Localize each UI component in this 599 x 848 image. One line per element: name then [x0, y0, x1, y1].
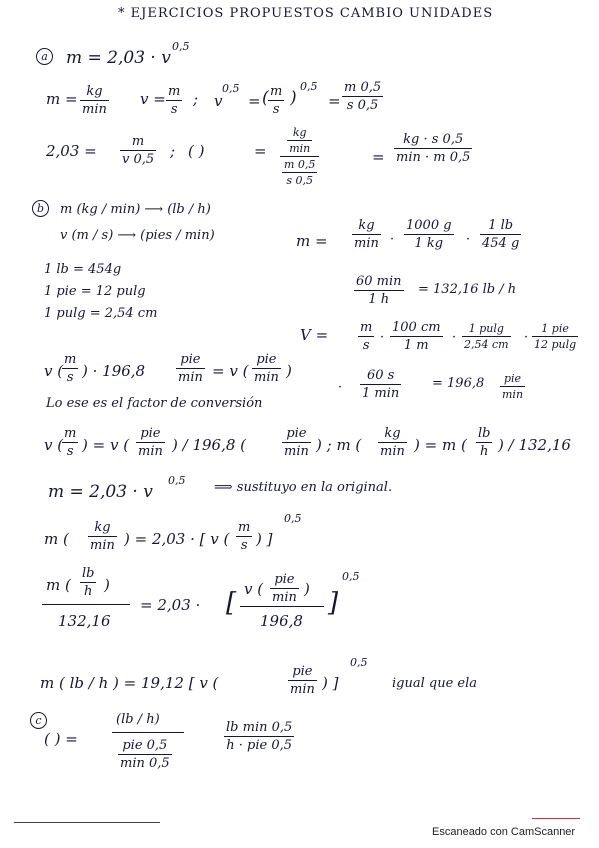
- substitution-note: ⟹ sustituyo en la original.: [214, 480, 393, 495]
- numerator: m: [131, 134, 145, 149]
- denominator: min: [284, 444, 309, 459]
- bigf-exp: 0,5: [342, 570, 360, 583]
- m-s-inner: [282, 158, 317, 187]
- denominator: min: [178, 370, 203, 385]
- numerator: 1 pie: [541, 322, 569, 335]
- numerator: kg: [86, 84, 103, 99]
- separator-2: ;: [170, 142, 176, 160]
- bigf-r-num-a: v (: [244, 580, 264, 598]
- m-s-b: [358, 320, 374, 353]
- final-close: ) ]: [322, 674, 339, 692]
- dot: ·: [524, 330, 529, 345]
- numerator: 60 s: [366, 368, 395, 383]
- dot: ·: [466, 232, 471, 247]
- denominator: h: [84, 584, 93, 599]
- substitution-eq: m = 2,03 · v: [48, 482, 153, 502]
- scanner-watermark: Escaneado con CamScanner: [432, 826, 576, 838]
- bigf-eq: = 2,03 ·: [140, 596, 201, 614]
- pie-min-d: [136, 426, 165, 459]
- denominator: 2,54 cm: [464, 338, 509, 351]
- kg-min-d: [88, 520, 117, 553]
- numerator: pie: [180, 352, 201, 367]
- footer-mark: [532, 818, 580, 819]
- part-c-num: (lb / h): [116, 712, 160, 727]
- pie-per-pulg: [532, 322, 578, 351]
- numerator: m: [168, 84, 181, 99]
- eqC-b: ) = 2,03 · [ v (: [124, 530, 230, 548]
- paren-exponent: 0,5: [300, 80, 318, 93]
- numerator: lb: [82, 566, 95, 581]
- numerator: m: [64, 352, 77, 367]
- pie-min-f: [270, 572, 299, 605]
- part-c-result: [224, 720, 294, 753]
- numerator: m: [64, 426, 77, 441]
- bigf-r-num-b: ): [304, 580, 310, 598]
- kg-min-inner: [287, 126, 312, 155]
- denominator: 1 m: [403, 338, 429, 353]
- denominator: min: [289, 142, 311, 155]
- denominator: h · pie 0,5: [226, 738, 293, 753]
- denominator: min 0,5: [120, 756, 170, 771]
- constant-eq: 2,03 =: [46, 142, 97, 160]
- v-units-label: v =: [140, 90, 166, 108]
- eqA-mid: ) · 196,8: [82, 362, 146, 380]
- pulg-per-cm: [462, 322, 511, 351]
- equals-4: =: [372, 148, 385, 166]
- numerator: pie 0,5: [122, 738, 168, 753]
- numerator: m: [238, 520, 251, 535]
- dot: ·: [452, 330, 457, 345]
- denominator: min: [354, 236, 379, 251]
- lb-h-a: [476, 426, 492, 459]
- fraction-bar: [42, 604, 130, 605]
- numerator: pie: [274, 572, 295, 587]
- cm-per-m: [390, 320, 443, 353]
- denominator: s: [170, 102, 178, 117]
- bigf-r-den: 196,8: [260, 612, 303, 630]
- numerator: m 0,5: [344, 80, 382, 95]
- denominator: 454 g: [482, 236, 520, 251]
- numerator: m 0,5: [284, 158, 316, 171]
- lb-per-g: [480, 218, 521, 251]
- denominator: min: [290, 682, 315, 697]
- left-paren: (: [262, 88, 269, 108]
- bigf-den: 132,16: [58, 612, 111, 630]
- m-s-c: [62, 352, 78, 385]
- denominator: v 0,5: [122, 152, 155, 167]
- part-c-label: c: [30, 712, 47, 729]
- part-c-bar: [112, 732, 184, 733]
- inner-fraction-bar: [240, 606, 324, 607]
- numerator: pie: [503, 372, 522, 385]
- numerator: kg: [292, 126, 307, 139]
- numerator: pie: [286, 426, 307, 441]
- denominator: 12 pulg: [534, 338, 577, 351]
- footer-line: [14, 822, 160, 823]
- pie-min-c: [500, 372, 525, 401]
- equivalence-pie: 1 pie = 12 pulg: [44, 284, 146, 299]
- right-bracket: ]: [328, 588, 339, 618]
- part-a-equation: m = 2,03 · v: [66, 48, 171, 68]
- denominator: 1 h: [368, 292, 390, 307]
- numerator: 1 lb: [488, 218, 514, 233]
- conversion-m: m (kg / min) ⟶ (lb / h): [60, 202, 211, 217]
- denominator: s 0,5: [286, 174, 314, 187]
- final-exp: 0,5: [350, 656, 368, 669]
- part-a-exponent: 0,5: [172, 40, 190, 53]
- compound-denominator: [280, 158, 319, 187]
- kg-min-c: [378, 426, 407, 459]
- numerator: m: [360, 320, 373, 335]
- part-c-lhs: ( ) =: [44, 730, 78, 748]
- g-per-kg: [404, 218, 454, 251]
- numerator: lb min 0,5: [226, 720, 293, 735]
- eqA-left: v (: [44, 362, 64, 380]
- eqB-d: ) ; m (: [316, 436, 362, 454]
- conversion-note: Lo ese es el factor de conversión: [46, 396, 263, 411]
- numerator: kg: [384, 426, 401, 441]
- result-196: = 196,8: [432, 376, 485, 391]
- m-over-v05: [120, 134, 156, 167]
- numerator: kg · s 0,5: [403, 132, 464, 147]
- v-exponent: 0,5: [222, 82, 240, 95]
- numerator: 1000 g: [406, 218, 452, 233]
- denominator: min: [254, 370, 279, 385]
- result-lb-h: = 132,16 lb / h: [418, 282, 517, 297]
- equivalence-pulg: 1 pulg = 2,54 cm: [44, 306, 158, 321]
- bigf-num-b: ): [104, 576, 110, 594]
- unit-bracket: ( ): [188, 142, 205, 160]
- pie-min-g: [288, 664, 317, 697]
- lb-h-b: [80, 566, 96, 599]
- equivalence-lb: 1 lb = 454g: [44, 262, 122, 277]
- m-units-label: m =: [46, 90, 78, 108]
- eqC-a: m (: [44, 530, 69, 548]
- conversion-v: v (m / s) ⟶ (pies / min): [60, 228, 215, 243]
- eqB-a: v (: [44, 436, 64, 454]
- final-eq: m ( lb / h ) = 19,12 [ v (: [40, 674, 219, 692]
- substitution-exp: 0,5: [168, 474, 186, 487]
- equals-3: =: [254, 142, 267, 160]
- page-title: * EJERCICIOS PROPUESTOS CAMBIO UNIDADES: [118, 6, 494, 21]
- dot: ·: [338, 380, 343, 395]
- denominator: min: [502, 388, 524, 401]
- m-eq-label: m =: [296, 232, 328, 250]
- close-paren: ): [286, 362, 292, 380]
- numerator: pie: [256, 352, 277, 367]
- numerator: pie: [140, 426, 161, 441]
- compound-fraction: [280, 126, 319, 187]
- numerator: kg: [358, 218, 375, 233]
- numerator: 60 min: [356, 274, 402, 289]
- numerator: lb: [478, 426, 491, 441]
- denominator: s: [272, 102, 280, 117]
- denominator: min · m 0,5: [396, 150, 471, 165]
- v-symbol: v: [214, 92, 223, 110]
- pie-min-e: [282, 426, 311, 459]
- bigf-num-a: m (: [46, 576, 71, 594]
- part-a-label: a: [36, 48, 53, 65]
- m-per-s-fraction-2: [268, 84, 284, 117]
- eqB-e: ) = m (: [414, 436, 467, 454]
- denominator: min: [90, 538, 115, 553]
- denominator: min: [380, 444, 405, 459]
- m-s-d: [62, 426, 78, 459]
- equals-2: =: [328, 92, 341, 110]
- denominator: min: [272, 590, 297, 605]
- separator: ;: [193, 90, 199, 108]
- denominator: h: [480, 444, 489, 459]
- m05-over-s05: [342, 80, 383, 113]
- pie-min-b: [252, 352, 281, 385]
- eqC-c: ) ]: [256, 530, 273, 548]
- eqC-exp: 0,5: [284, 512, 302, 525]
- equals: =: [248, 92, 261, 110]
- result-units-a: [394, 132, 472, 165]
- denominator: s: [362, 338, 370, 353]
- eqA-right: = v (: [212, 362, 249, 380]
- part-c-denominator: [118, 738, 172, 771]
- denominator: s: [66, 444, 74, 459]
- part-b-label: b: [32, 200, 49, 217]
- numerator: 1 pulg: [468, 322, 504, 335]
- numerator: 100 cm: [392, 320, 441, 335]
- denominator: min: [138, 444, 163, 459]
- left-bracket: [: [226, 588, 237, 618]
- denominator: s: [240, 538, 248, 553]
- denominator: 1 kg: [414, 236, 444, 251]
- compound-numerator: [280, 126, 319, 155]
- m-per-s-fraction: [166, 84, 182, 117]
- numerator: m: [270, 84, 283, 99]
- kg-per-min-fraction: [80, 84, 109, 117]
- numerator: kg: [94, 520, 111, 535]
- s-per-min: [360, 368, 401, 401]
- min-per-h: [354, 274, 404, 307]
- kg-min-b: [352, 218, 381, 251]
- v-eq-label: V =: [300, 326, 329, 344]
- right-paren: ): [290, 88, 297, 108]
- pie-min-a: [176, 352, 205, 385]
- eqB-c: ) / 196,8 (: [172, 436, 247, 454]
- m-s-e: [236, 520, 252, 553]
- numerator: pie: [292, 664, 313, 679]
- eqB-f: ) / 132,16: [498, 436, 571, 454]
- denominator: s 0,5: [346, 98, 379, 113]
- dot: ·: [380, 330, 385, 345]
- denominator: 1 min: [362, 386, 400, 401]
- eqB-b: ) = v (: [82, 436, 130, 454]
- final-note: igual que ela: [392, 676, 478, 691]
- dot: ·: [390, 232, 395, 247]
- denominator: min: [82, 102, 107, 117]
- denominator: s: [66, 370, 74, 385]
